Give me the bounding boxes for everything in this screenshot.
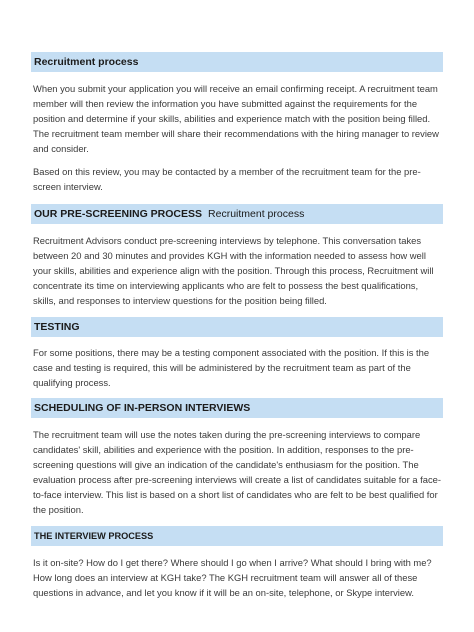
- section-heading-interview-process: [31, 526, 443, 546]
- section-heading-recruitment-process: [31, 52, 443, 72]
- heading-text: THE INTERVIEW PROCESS: [34, 531, 154, 541]
- section-heading-scheduling: [31, 398, 443, 418]
- heading-text: Recruitment process: [34, 56, 139, 68]
- document-page: [31, 52, 443, 600]
- heading-text: SCHEDULING OF IN-PERSON INTERVIEWS: [34, 402, 251, 414]
- paragraph: Based on this review, you may be contacted by a member of the recruitment team for the pre-screen interview.: [33, 166, 421, 192]
- paragraph: For some positions, there may be a testing component associated with the position. If this is the case and testing is required, this will be administered by the recruitment team as part of the qualifying process.: [33, 347, 430, 388]
- paragraph: Is it on-site? How do I get there? Where should I go when I arrive? What should I bring with me? How long does an interview at KGH take? The KGH recruitment team will answer all of these questions in advance, and let you know if it will be an on-site, telephone, or Skype interview.: [33, 557, 432, 598]
- paragraph: The recruitment team will use the notes taken during the pre-screening interviews to compare candidates' skill, abilities and experience with the position. In addition, responses to the pre-screening questions will give an indication of the candidate's enthusiasm for the position. The evaluation process after pre-screening interviews will create a list of candidates suitable for a face-to-face interview. This list is based on a short list of candidates who are felt to be best qualified for the position.: [33, 429, 442, 515]
- section-heading-pre-screening: [31, 204, 443, 224]
- paragraph: Recruitment Advisors conduct pre-screening interviews by telephone. This conversation takes between 20 and 30 minutes and provides KGH with the information needed to assess how well your skills, abilities and experience align with the position. Through this process, Recruitment will concentrate its time on interviewing applicants who are felt to possess the best qualifications, skills, and responses to interview questions for the position being filled.: [33, 235, 434, 306]
- subheading-text: Recruitment process: [208, 208, 305, 220]
- paragraph: When you submit your application you will receive an email confirming receipt. A recruitment team member will then review the information you have submitted against the requirements for the position and determine if your skills, abilities and experience match with the position being filled. The recruitment team member will share their recommendations with the hiring manager to review and consider.: [33, 83, 439, 154]
- heading-text: TESTING: [34, 321, 80, 333]
- heading-text: OUR PRE-SCREENING PROCESS: [34, 208, 203, 220]
- section-heading-testing: [31, 317, 443, 337]
